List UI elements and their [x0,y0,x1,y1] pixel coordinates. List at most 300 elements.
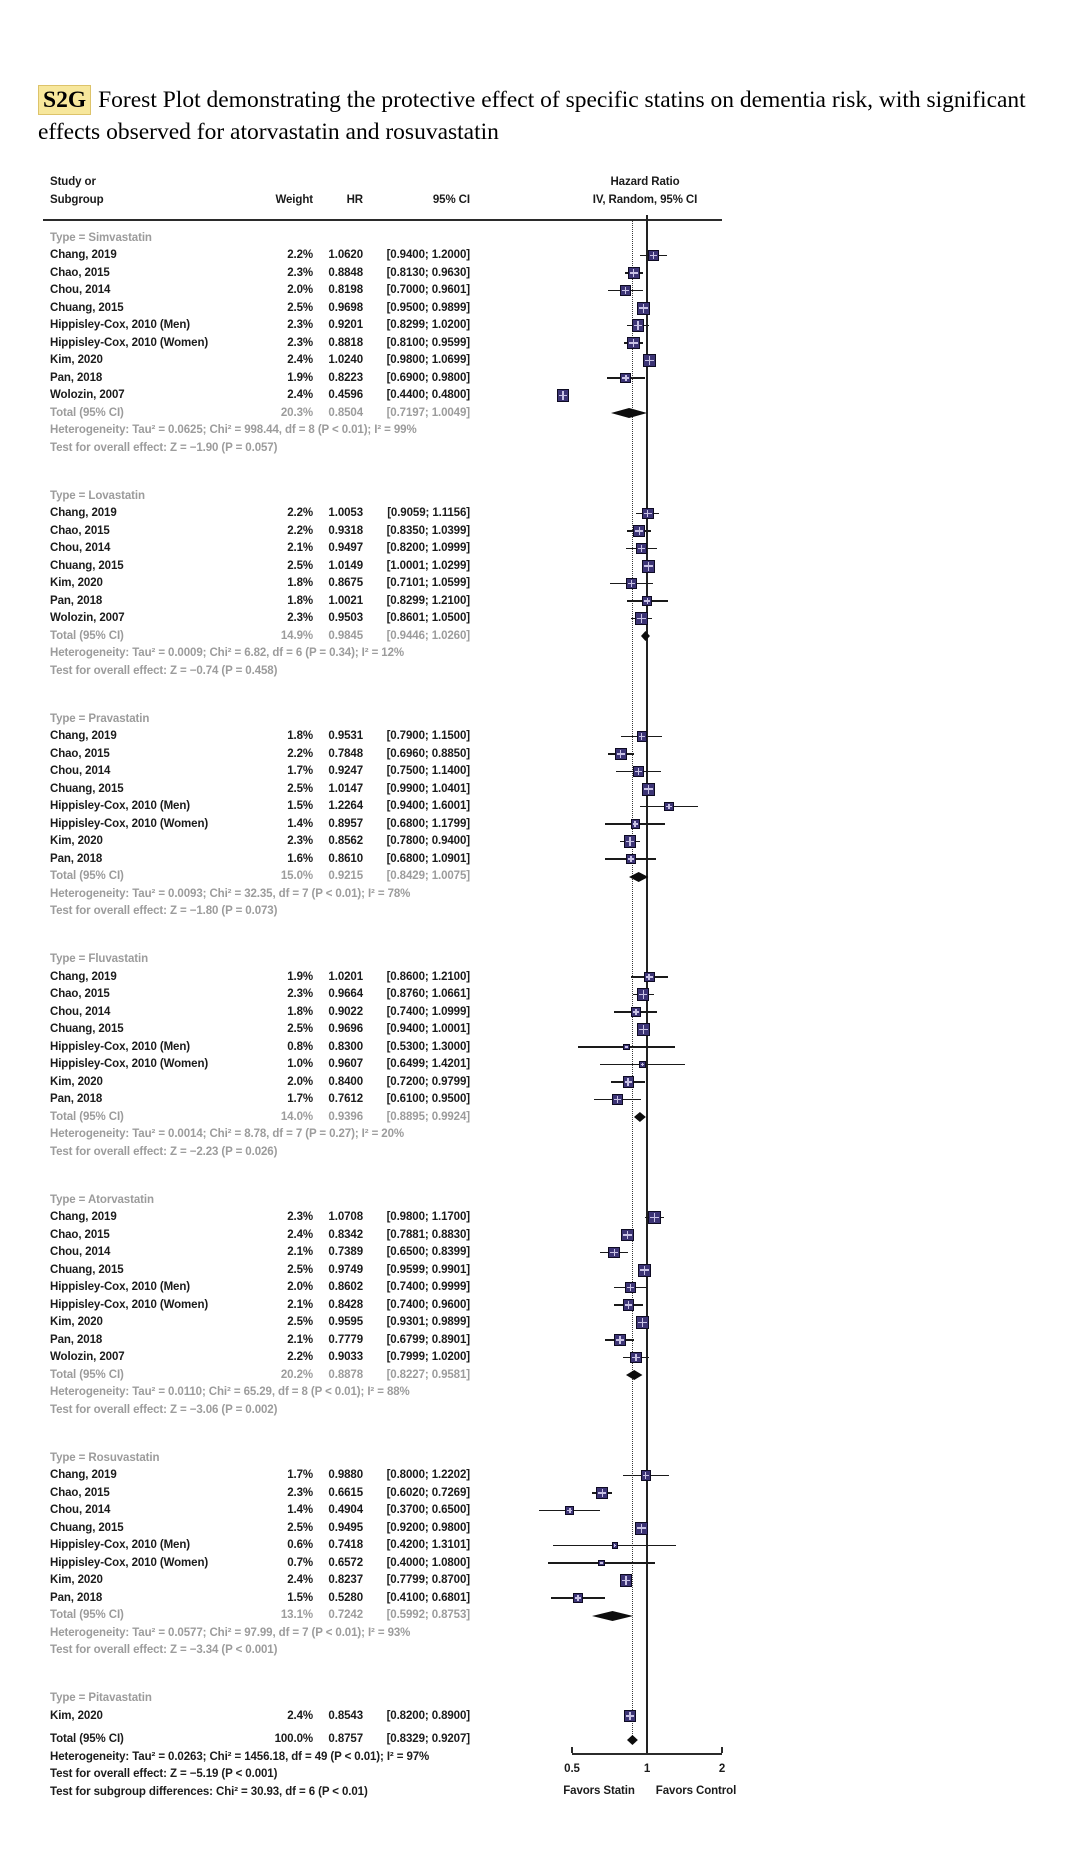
study-hr: 1.0021 [328,594,363,607]
study-hr: 0.8237 [328,1574,363,1586]
study-name: Kim, 2020 [50,1316,103,1328]
study-hr: 0.9696 [328,1023,363,1035]
study-hr: 0.9396 [328,1110,363,1123]
study-ci: [0.9800; 1.0699] [386,354,470,366]
study-ci: [0.9400; 1.0001] [386,1023,470,1035]
study-ci: [0.4200; 1.3101] [386,1539,470,1551]
favors-control-label: Favors Control [655,1785,737,1797]
study-name: Hippisley-Cox, 2010 (Men) [50,1539,191,1551]
study-hr: 0.9749 [328,1263,363,1276]
effect-square [626,578,636,588]
study-hr: 0.8878 [328,1368,363,1381]
study-name: Hippisley-Cox, 2010 (Women) [50,1298,209,1311]
study-name: Hippisley-Cox, 2010 (Men) [50,319,191,331]
study-name: Hippisley-Cox, 2010 (Men) [50,800,191,812]
study-ci: [0.7881; 0.8830] [386,1228,470,1241]
study-name: Wolozin, 2007 [50,1351,125,1363]
study-name: Kim, 2020 [50,1709,103,1722]
study-weight: 2.5% [287,1316,313,1328]
study-name: Chuang, 2015 [50,782,124,795]
study-hr: 0.8957 [328,817,363,830]
study-hr: 0.5280 [328,1591,363,1604]
study-ci: [0.7400; 0.9999] [386,1281,470,1293]
study-hr: 0.8848 [328,266,363,279]
effect-square [620,1574,633,1587]
study-name: Kim, 2020 [50,1075,103,1088]
overall-heterogeneity-text: Heterogeneity: Tau² = 0.0263; Chi² = 1456.18, df = 49 (P < 0.01); I² = 97% [50,1750,430,1763]
effect-square [642,596,652,606]
study-hr: 0.9215 [328,870,363,882]
study-ci: [0.7999; 1.0200] [386,1351,470,1363]
study-ci: [0.8200; 1.0999] [386,542,470,554]
study-weight: 2.5% [287,559,313,572]
header-hr: HR [346,194,363,206]
study-name: Kim, 2020 [50,577,103,589]
axis-tick-label-1: 1 [643,1763,651,1775]
study-weight: 1.4% [287,817,313,830]
effect-square [612,1542,618,1548]
study-hr: 0.8543 [328,1709,363,1722]
study-name: Chuang, 2015 [50,301,124,314]
heterogeneity-text: Heterogeneity: Tau² = 0.0110; Chi² = 65.29, df = 8 (P < 0.01); I² = 88% [50,1386,410,1398]
header-ci: 95% CI [432,194,470,206]
study-name: Chang, 2019 [50,507,117,519]
study-ci: [0.7500; 1.1400] [386,765,470,777]
study-ci: [0.9900; 1.0401] [386,782,470,795]
study-weight: 13.1% [280,1609,313,1621]
study-weight: 2.2% [287,747,313,760]
study-hr: 1.2264 [328,800,363,812]
study-hr: 0.7779 [328,1333,363,1346]
heterogeneity-text: Heterogeneity: Tau² = 0.0625; Chi² = 998.44, df = 8 (P < 0.01); I² = 99% [50,424,417,436]
effect-square [643,354,656,367]
study-weight: 15.0% [280,870,313,882]
study-weight: 1.0% [287,1058,313,1070]
study-weight: 2.3% [287,1211,313,1223]
study-name: Chang, 2019 [50,1469,117,1481]
study-hr: 0.9595 [328,1316,363,1328]
effect-square [620,285,631,296]
effect-square [637,302,650,315]
effect-square [637,988,649,1000]
study-ci: [0.8329; 0.9207] [386,1733,470,1745]
study-name: Hippisley-Cox, 2010 (Men) [50,1040,191,1053]
study-weight: 1.9% [287,371,313,384]
study-ci: [0.8299; 1.2100] [386,594,470,607]
effect-square [623,1076,634,1087]
effect-square [626,854,636,864]
study-hr: 0.7848 [328,747,363,760]
study-name: Wolozin, 2007 [50,612,125,624]
x-axis-tick [571,1747,573,1753]
study-weight: 2.1% [287,542,313,554]
study-hr: 0.7418 [328,1539,363,1551]
overall-effect-text: Test for overall effect: Z = −1.80 (P = 0.073) [50,905,278,917]
study-weight: 20.2% [280,1368,313,1381]
total-diamond [611,408,648,418]
study-ci: [0.6100; 0.9500] [386,1093,470,1105]
header-study-line1: Study or [50,176,96,188]
study-name: Chou, 2014 [50,1504,111,1516]
study-ci: [0.9800; 1.1700] [386,1211,470,1223]
study-ci: [0.7400; 0.9600] [386,1298,470,1311]
group-label: Type = Pravastatin [50,712,150,725]
study-weight: 1.6% [287,852,313,865]
heterogeneity-text: Heterogeneity: Tau² = 0.0577; Chi² = 97.99, df = 7 (P < 0.01); I² = 93% [50,1626,411,1639]
study-hr: 0.7612 [328,1093,363,1105]
study-ci: [0.8299; 1.0200] [386,319,470,331]
study-hr: 1.0201 [328,970,363,983]
study-ci: [0.4400; 0.4800] [386,389,470,401]
effect-square [615,748,627,760]
study-ci: [0.7200; 0.9799] [386,1075,470,1088]
study-name: Pan, 2018 [50,1591,103,1604]
overall-effect-text: Test for overall effect: Z = −1.90 (P = 0.057) [50,441,278,454]
study-hr: 0.8610 [328,852,363,865]
study-name: Chang, 2019 [50,970,117,983]
study-name: Chao, 2015 [50,1486,110,1499]
study-ci: [0.7900; 1.1500] [386,730,470,742]
study-ci: [0.7000; 0.9601] [386,284,470,296]
study-name: Chou, 2014 [50,1246,111,1258]
total-diamond [634,1112,646,1122]
study-weight: 1.8% [287,1005,313,1018]
effect-square [637,731,647,741]
effect-square [648,1211,660,1223]
effect-square [644,972,655,983]
header-model: IV, Random, 95% CI [592,194,698,206]
study-name: Hippisley-Cox, 2010 (Women) [50,817,209,830]
total-diamond [592,1611,634,1621]
study-hr: 0.9497 [328,542,363,554]
effect-square [624,835,636,847]
study-hr: 0.4596 [328,389,363,401]
x-axis-line [572,1753,722,1755]
study-ci: [0.8350; 1.0399] [386,524,470,537]
effect-square [664,802,673,811]
effect-square [632,319,644,331]
study-ci: [0.3700; 0.6500] [386,1504,470,1516]
study-weight: 2.5% [287,1023,313,1035]
study-ci: [0.8429; 1.0075] [386,870,470,882]
study-weight: 2.0% [287,284,313,296]
study-weight: 2.1% [287,1246,313,1258]
group-label: Type = Lovastatin [50,489,145,502]
figure-tag: S2G [38,85,91,115]
study-ci: [0.8130; 0.9630] [386,266,470,279]
study-hr: 0.9531 [328,730,363,742]
study-weight: 100.0% [274,1733,313,1745]
overall-effect-text: Test for overall effect: Z = −0.74 (P = 0.458) [50,664,278,677]
study-hr: 0.9033 [328,1351,363,1363]
study-ci: [0.9301; 0.9899] [386,1316,470,1328]
study-ci: [0.8601; 1.0500] [386,612,470,624]
study-ci: [0.6800; 1.0901] [386,852,470,865]
study-name: Total (95% CI) [50,629,124,642]
header-rule [43,219,722,221]
study-ci: [0.9200; 0.9800] [386,1521,470,1534]
effect-square [635,1522,648,1535]
effect-square [623,1299,635,1311]
study-weight: 2.2% [287,507,313,519]
study-weight: 20.3% [280,406,313,419]
study-ci: [0.9400; 1.6001] [386,800,470,812]
study-name: Chuang, 2015 [50,1521,124,1534]
study-name: Kim, 2020 [50,354,103,366]
study-ci: [0.8600; 1.2100] [386,970,470,983]
study-ci: [0.7800; 0.9400] [386,835,470,847]
study-hr: 1.0240 [328,354,363,366]
study-weight: 14.9% [280,629,313,642]
study-hr: 0.9201 [328,319,363,331]
study-ci: [0.6500; 0.8399] [386,1246,470,1258]
study-ci: [0.7400; 1.0999] [386,1005,470,1018]
study-ci: [0.8895; 0.9924] [386,1110,470,1123]
effect-square [648,250,660,262]
study-weight: 1.9% [287,970,313,983]
study-hr: 0.8818 [328,336,363,349]
study-name: Chou, 2014 [50,765,111,777]
study-name: Hippisley-Cox, 2010 (Men) [50,1281,191,1293]
figure-title [38,84,1080,148]
study-ci: [1.0001; 1.0299] [386,559,470,572]
study-weight: 2.4% [287,1574,313,1586]
overall-test-text: Test for overall effect: Z = −5.19 (P < 0.001) [50,1768,278,1780]
effect-square [642,508,654,520]
heterogeneity-text: Heterogeneity: Tau² = 0.0014; Chi² = 8.78, df = 7 (P = 0.27); I² = 20% [50,1128,405,1140]
study-name: Pan, 2018 [50,594,103,607]
study-hr: 0.9607 [328,1058,363,1070]
study-name: Hippisley-Cox, 2010 (Women) [50,1058,209,1070]
study-name: Chang, 2019 [50,249,117,261]
study-weight: 0.6% [287,1539,313,1551]
study-weight: 1.7% [287,1469,313,1481]
effect-square [630,1352,642,1364]
study-weight: 2.0% [287,1075,313,1088]
study-weight: 2.2% [287,524,313,537]
effect-square [638,1264,651,1277]
subgroup-test-text: Test for subgroup differences: Chi² = 30.93, df = 6 (P < 0.01) [50,1785,368,1798]
study-hr: 0.8428 [328,1298,363,1311]
effect-square [635,612,647,624]
study-ci: [0.7101; 1.0599] [386,577,470,589]
overall-effect-text: Test for overall effect: Z = −3.06 (P = 0.002) [50,1403,278,1416]
study-weight: 2.3% [287,319,313,331]
study-name: Pan, 2018 [50,371,103,384]
study-weight: 2.3% [287,835,313,847]
study-weight: 1.5% [287,800,313,812]
study-hr: 1.0147 [328,782,363,795]
study-weight: 1.4% [287,1504,313,1516]
study-weight: 14.0% [280,1110,313,1123]
study-weight: 2.4% [287,1228,313,1241]
study-weight: 2.1% [287,1298,313,1311]
study-name: Chuang, 2015 [50,1023,124,1035]
study-name: Chao, 2015 [50,988,110,1000]
overall-effect-text: Test for overall effect: Z = −2.23 (P = 0.026) [50,1145,278,1158]
study-hr: 1.0708 [328,1211,363,1223]
overall-effect-dotted-line [632,221,633,1740]
effect-square [633,525,645,537]
study-hr: 0.4904 [328,1504,363,1516]
study-hr: 0.6572 [328,1556,363,1569]
study-hr: 0.8198 [328,284,363,296]
study-weight: 1.7% [287,765,313,777]
study-ci: [0.7799; 0.8700] [386,1574,470,1586]
study-name: Pan, 2018 [50,852,103,865]
study-weight: 1.5% [287,1591,313,1604]
axis-tick-label-2: 2 [718,1763,726,1775]
study-weight: 2.3% [287,1486,313,1499]
total-diamond [626,1370,643,1380]
study-ci: [0.5300; 1.3000] [386,1040,470,1053]
study-ci: [0.4000; 1.0800] [386,1556,470,1569]
effect-square [624,1710,637,1723]
study-hr: 0.9880 [328,1469,363,1481]
study-hr: 0.8562 [328,835,363,847]
study-hr: 0.8223 [328,371,363,384]
study-ci: [0.4100; 0.6801] [386,1591,470,1604]
study-ci: [0.9599; 0.9901] [386,1263,470,1276]
study-hr: 0.8602 [328,1281,363,1293]
study-hr: 0.9698 [328,301,363,314]
total-diamond [641,631,650,641]
effect-square [612,1094,622,1104]
study-weight: 2.5% [287,301,313,314]
heterogeneity-text: Heterogeneity: Tau² = 0.0093; Chi² = 32.35, df = 7 (P < 0.01); I² = 78% [50,887,411,900]
effect-square [608,1247,620,1259]
study-name: Hippisley-Cox, 2010 (Women) [50,1556,209,1569]
study-hr: 0.9664 [328,988,363,1000]
study-ci: [0.8200; 0.8900] [386,1709,470,1722]
study-hr: 0.8675 [328,577,363,589]
study-hr: 0.8300 [328,1040,363,1053]
effect-square [614,1334,626,1346]
study-hr: 1.0053 [328,507,363,519]
study-name: Total (95% CI) [50,1368,124,1381]
study-weight: 2.2% [287,249,313,261]
axis-tick-label-05: 0.5 [564,1763,580,1775]
study-hr: 0.7242 [328,1609,363,1621]
total-diamond [627,1735,638,1745]
effect-square [620,373,631,384]
study-hr: 0.9318 [328,524,363,537]
heterogeneity-text: Heterogeneity: Tau² = 0.0009; Chi² = 6.82, df = 6 (P = 0.34); I² = 12% [50,647,405,659]
study-hr: 0.7389 [328,1246,363,1258]
study-weight: 2.3% [287,336,313,349]
study-hr: 0.9845 [328,629,363,642]
study-weight: 1.7% [287,1093,313,1105]
study-name: Chao, 2015 [50,747,110,760]
effect-square [641,1470,651,1480]
effect-square [628,267,640,279]
study-weight: 2.4% [287,354,313,366]
study-ci: [0.6020; 0.7269] [386,1486,470,1499]
study-name: Chou, 2014 [50,542,111,554]
x-axis-tick [721,1747,723,1753]
study-ci: [0.8100; 0.9599] [386,336,470,349]
study-name: Chang, 2019 [50,1211,117,1223]
study-hr: 1.0149 [328,559,363,572]
study-hr: 0.9503 [328,612,363,624]
study-weight: 2.2% [287,1351,313,1363]
study-weight: 0.7% [287,1556,313,1569]
study-ci: [0.9400; 1.2000] [386,249,470,261]
study-name: Chao, 2015 [50,266,110,279]
study-name: Wolozin, 2007 [50,389,125,401]
study-ci: [0.8000; 1.2202] [386,1469,470,1481]
group-label: Type = Atorvastatin [50,1193,154,1206]
effect-square [598,1560,605,1567]
study-ci: [0.7197; 1.0049] [386,406,470,419]
effect-square [642,560,655,573]
study-weight: 2.4% [287,389,313,401]
effect-square [557,389,570,402]
study-ci: [0.8227; 0.9581] [386,1368,470,1381]
study-name: Pan, 2018 [50,1333,103,1346]
total-diamond [629,872,649,882]
group-label: Type = Pitavastatin [50,1692,152,1704]
header-study-line2: Subgroup [50,194,104,206]
study-name: Chou, 2014 [50,1005,111,1018]
study-weight: 2.4% [287,1709,313,1722]
study-weight: 2.0% [287,1281,313,1293]
study-weight: 2.5% [287,1263,313,1276]
study-name: Chao, 2015 [50,524,110,537]
study-name: Chuang, 2015 [50,559,124,572]
study-ci: [0.9500; 0.9899] [386,301,470,314]
study-name: Hippisley-Cox, 2010 (Women) [50,336,209,349]
study-weight: 2.5% [287,1521,313,1534]
study-ci: [0.5992; 0.8753] [386,1609,470,1621]
study-ci: [0.9446; 1.0260] [386,629,470,642]
study-ci: [0.6800; 1.1799] [386,817,470,830]
study-ci: [0.9059; 1.1156] [387,507,470,519]
study-ci: [0.6499; 1.4201] [386,1058,470,1070]
study-weight: 1.8% [287,577,313,589]
header-weight: Weight [275,194,313,206]
effect-square [621,1229,634,1242]
study-hr: 0.9247 [328,765,363,777]
study-name: Total (95% CI) [50,406,124,419]
study-name: Pan, 2018 [50,1093,103,1105]
study-name: Total (95% CI) [50,870,124,882]
study-hr: 0.8400 [328,1075,363,1088]
study-weight: 2.5% [287,782,313,795]
study-ci: [0.6900; 0.9800] [386,371,470,384]
effect-square [596,1487,608,1499]
effect-square [642,783,655,796]
study-weight: 2.3% [287,266,313,279]
study-hr: 0.8342 [328,1228,363,1241]
favors-statin-label: Favors Statin [563,1785,635,1797]
study-weight: 2.3% [287,988,313,1000]
study-weight: 0.8% [287,1040,313,1053]
study-weight: 1.8% [287,730,313,742]
study-name: Chao, 2015 [50,1228,110,1241]
effect-square [636,1316,649,1329]
study-name: Kim, 2020 [50,835,103,847]
study-hr: 0.8757 [328,1733,363,1745]
study-name: Total (95% CI) [50,1110,124,1123]
study-name: Chang, 2019 [50,730,117,742]
header-hazard-ratio: Hazard Ratio [610,176,680,188]
effect-square [623,1044,630,1051]
study-hr: 0.9022 [328,1005,363,1018]
effect-square [631,819,640,828]
group-label: Type = Fluvastatin [50,953,148,965]
effect-square [639,1061,647,1069]
